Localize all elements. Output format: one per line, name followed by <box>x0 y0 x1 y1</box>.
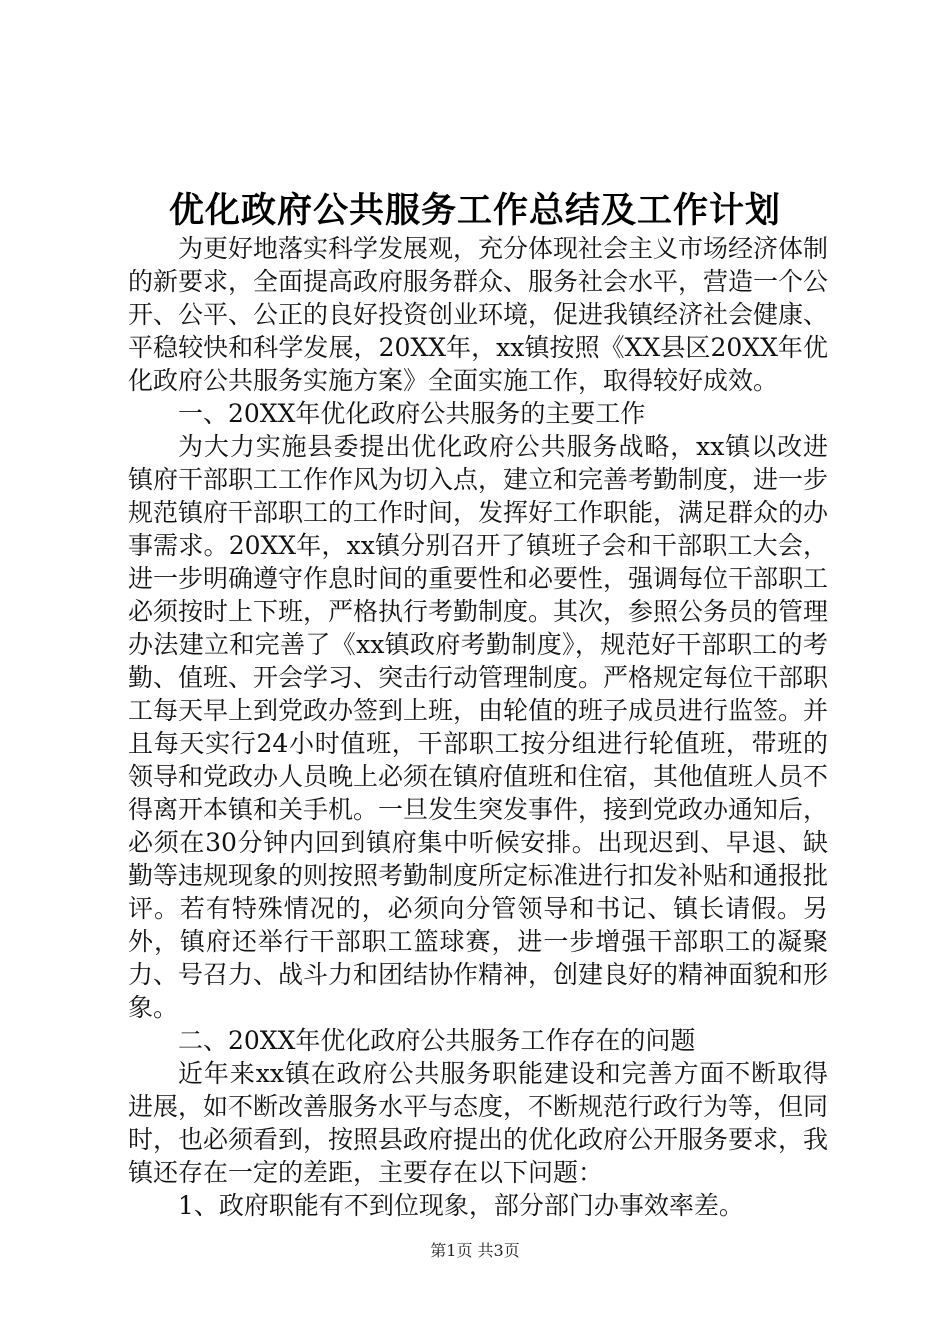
page-number: 第1页 共3页 <box>430 1241 520 1260</box>
paragraph-problems: 近年来xx镇在政府公共服务职能建设和完善方面不断取得进展，如不断改善服务水平与态度，不断规范行政行为等，但同时，也必须看到，按照县政府提出的优化政府公开服务要求，我镇还存在一定的差距，主要存在以下问题： <box>128 1059 829 1187</box>
paragraph-main-work: 为大力实施县委提出优化政府公共服务战略，xx镇以改进镇府干部职工工作作风为切入点，建立和完善考勤制度，进一步规范镇府干部职工的工作时间，发挥好工作职能，满足群众的办事需求。20XX年，xx镇分别召开了镇班子会和干部职工大会，进一步明确遵守作息时间的重要性和必要性，强调每位干部职工必须按时上下班，严格执行考勤制度。其次，参照公务员的管理办法建立和完善了《xx镇政府考勤制度》，规范好干部职工的考勤、值班、开会学习、突击行动管理制度。严格规定每位干部职工每天早上到党政办签到上班，由轮值的班子成员进行监签。并且每天实行24小时值班，干部职工按分组进行轮值班，带班的领导和党政办人员晚上必须在镇府值班和住宿，其他值班人员不得离开本镇和关手机。一旦发生突发事件，接到党政办通知后，必须在30分钟内回到镇府集中听候安排。出现迟到、早退、缺勤等违规现象的则按照考勤制度所定标准进行扣发补贴和通报批评。若有特殊情况的，必须向分管领导和书记、镇长请假。另外，镇府还举行干部职工篮球赛，进一步增强干部职工的凝聚力、号召力、战斗力和团结协作精神，创建良好的精神面貌和形象。 <box>128 432 829 1022</box>
section-heading-1: 一、20XX年优化政府公共服务的主要工作 <box>178 399 646 428</box>
list-item-problem-1: 1、政府职能有不到位现象，部分部门办事效率差。 <box>178 1191 744 1220</box>
section-heading-2: 二、20XX年优化政府公共服务工作存在的问题 <box>178 1026 696 1055</box>
document-body <box>128 232 828 1222</box>
paragraph-intro: 为更好地落实科学发展观，充分体现社会主义市场经济体制的新要求，全面提高政府服务群众、服务社会水平，营造一个公开、公平、公正的良好投资创业环境，促进我镇经济社会健康、平稳较快和科学发展，20XX年，xx镇按照《XX县区20XX年优化政府公共服务实施方案》全面实施工作，取得较好成效。 <box>128 234 829 395</box>
document-title: 优化政府公共服务工作总结及工作计划 <box>168 190 781 231</box>
